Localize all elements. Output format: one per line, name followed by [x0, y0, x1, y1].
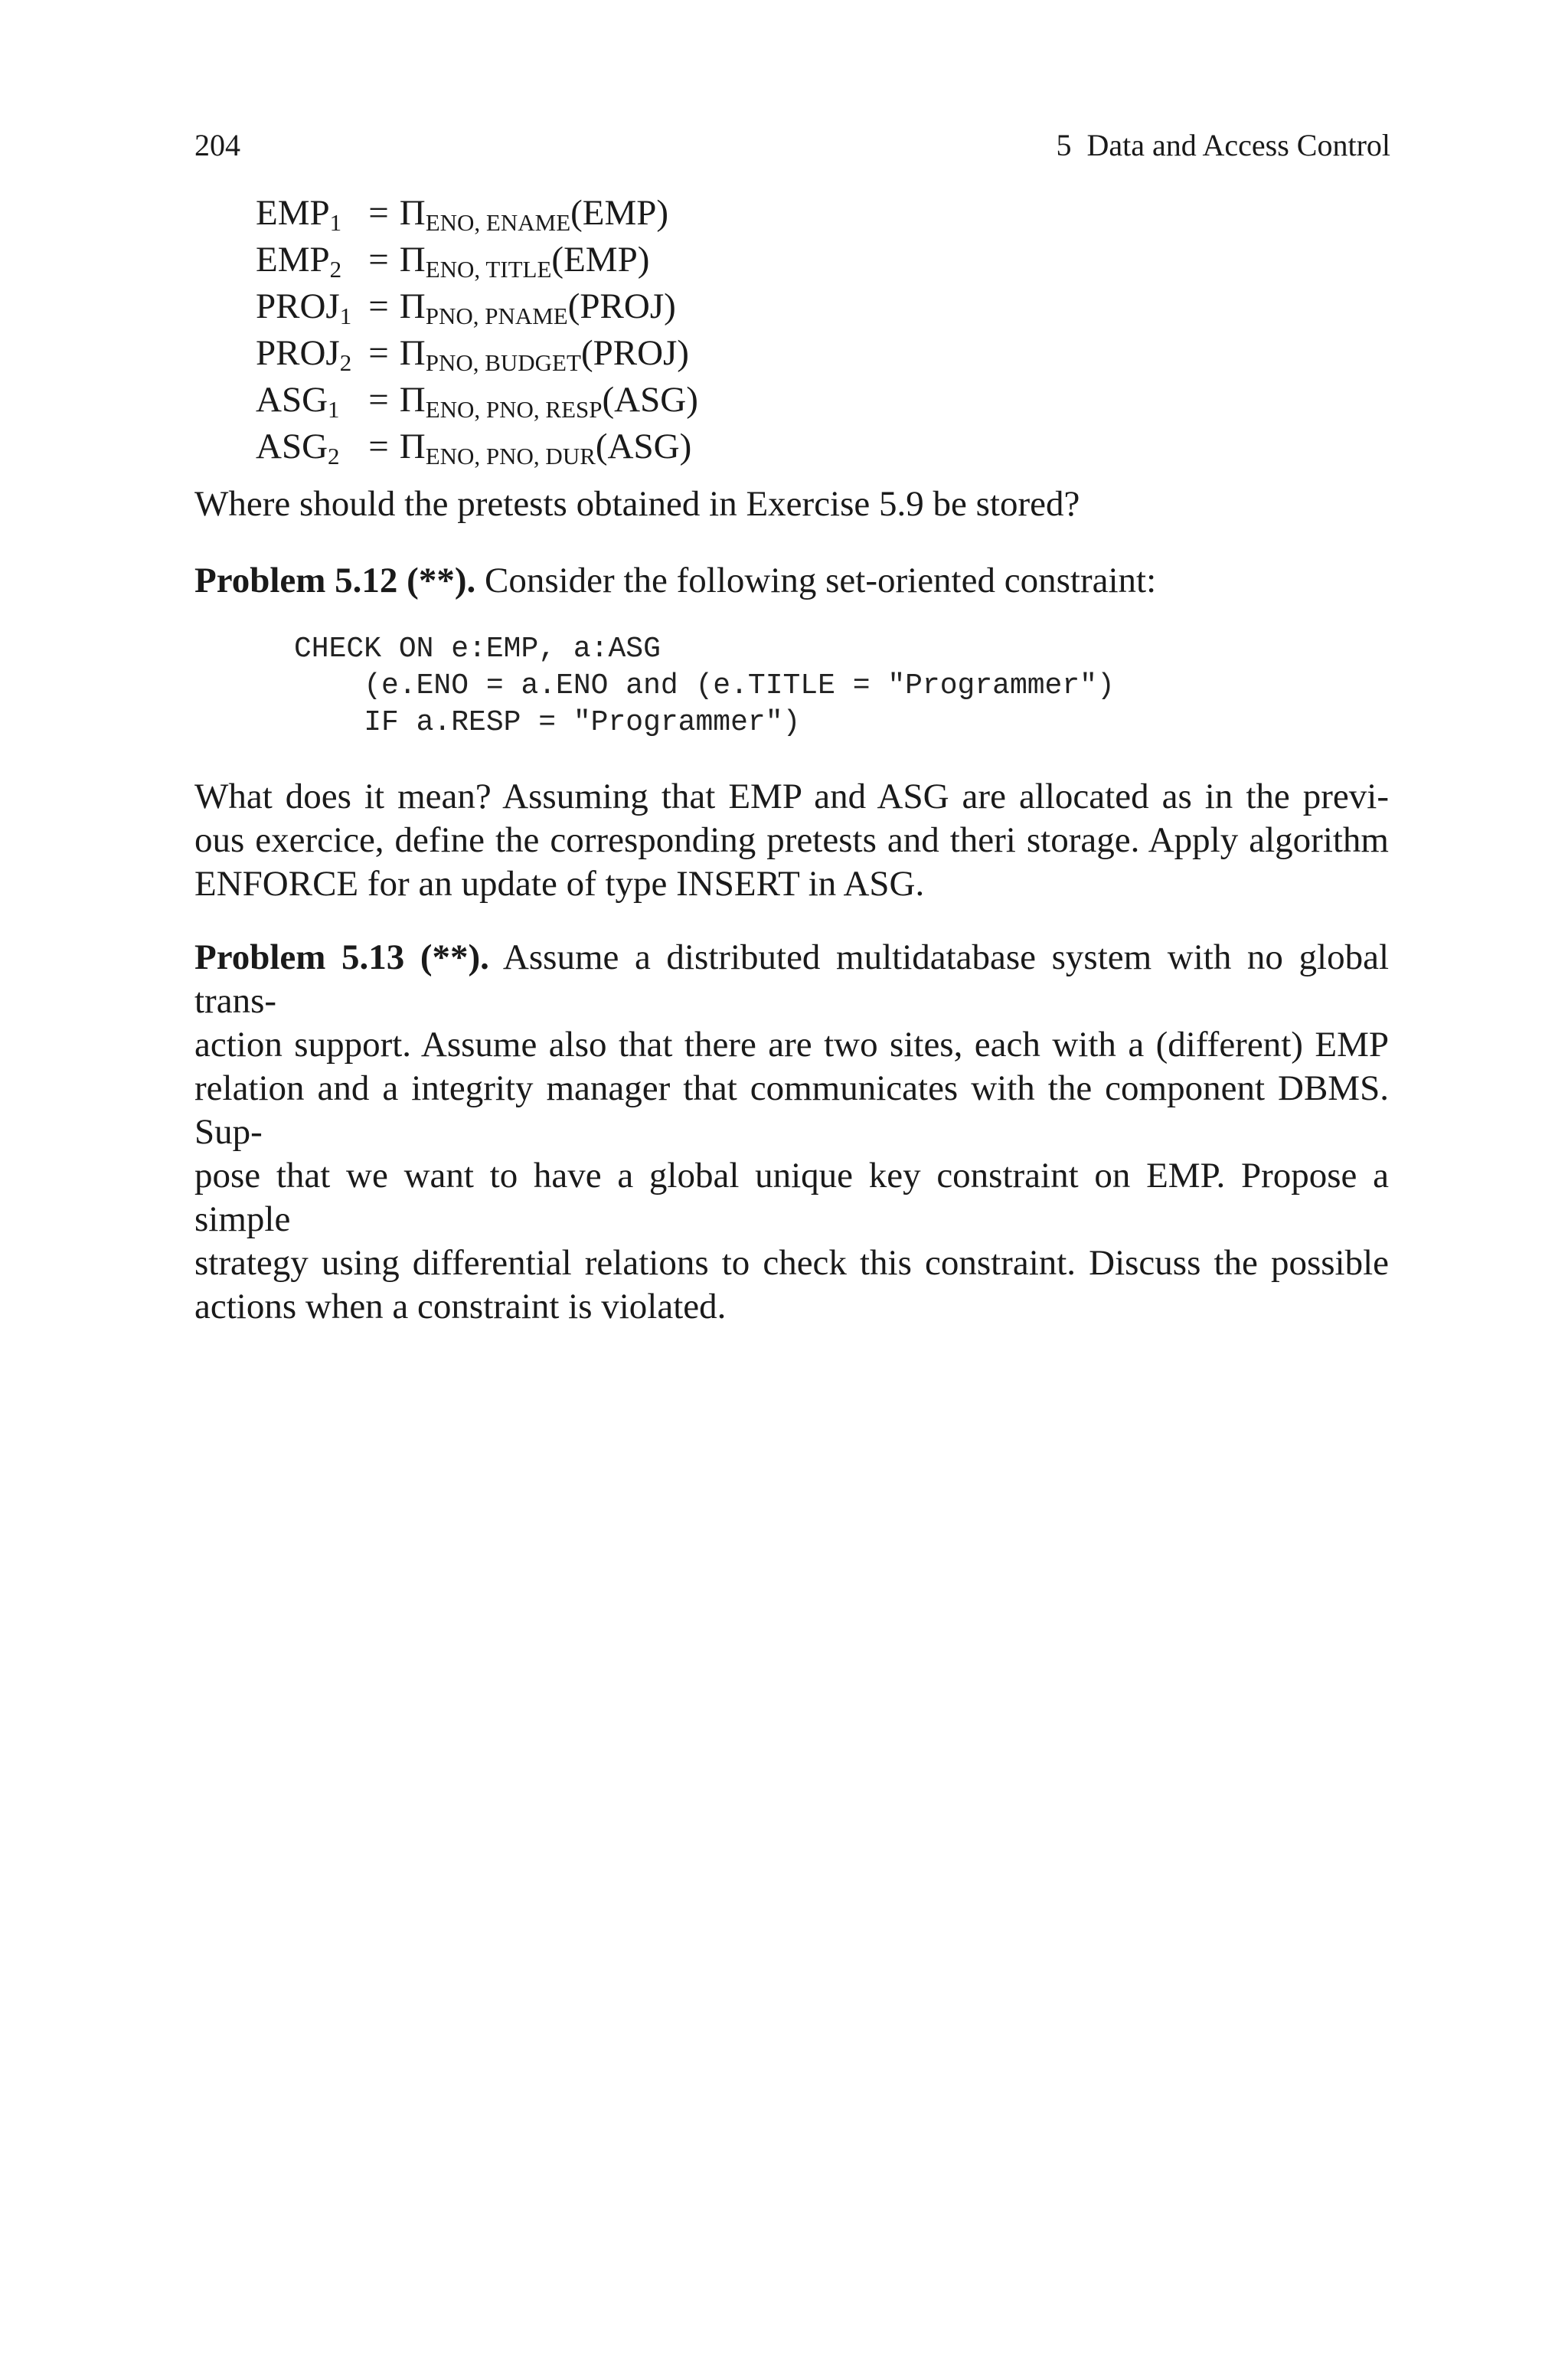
fragment-subscript: 2: [329, 256, 342, 283]
paragraph-line: relation and a integrity manager that communicates with the component DBMS. Sup-: [194, 1068, 1389, 1152]
source-relation: (EMP): [551, 240, 650, 280]
pretest-storage-question: Where should the pretests obtained in Exercise 5.9 be stored?: [194, 484, 1080, 524]
paragraph-line: ENFORCE for an update of type INSERT in ASG.: [194, 864, 925, 904]
problem-5-13: [194, 936, 1389, 1329]
paragraph-line: strategy using differential relations to check this constraint. Discuss the possible: [194, 1243, 1389, 1283]
paragraph-line: actions when a constraint is violated.: [194, 1287, 727, 1326]
paragraph-line: action support. Assume also that there are two sites, each with a (different) EMP: [194, 1025, 1389, 1065]
paragraph-line: ous exercice, define the corresponding pretests and theri storage. Apply algorithm: [194, 820, 1389, 860]
projection-attributes: ENO, PNO, RESP: [425, 396, 603, 423]
paragraph-line: [194, 936, 1389, 1023]
equals-sign: =: [368, 193, 389, 233]
paragraph-line: What does it mean? Assuming that EMP and ASG are allocated as in the previ-: [194, 777, 1389, 816]
fragment-subscript: 1: [339, 303, 352, 329]
problem-text: Assume a distributed multidatabase system with no global trans-: [194, 937, 1389, 1021]
projection-attributes: ENO, ENAME: [425, 209, 571, 236]
fragment-subscript: 1: [329, 209, 342, 236]
code-line: CHECK ON e:EMP, a:ASG: [294, 633, 661, 666]
projection-symbol: Π: [399, 333, 426, 373]
code-line: (e.ENO = a.ENO and (e.TITLE = "Programmer"): [294, 669, 1115, 702]
fragment-subscript: 2: [328, 443, 340, 469]
paragraph-line: pose that we want to have a global unique key constraint on EMP. Propose a simple: [194, 1156, 1389, 1239]
projection-attributes: ENO, PNO, DUR: [425, 443, 596, 469]
projection-symbol: Π: [399, 380, 426, 420]
fragment-name: EMP: [256, 193, 330, 233]
running-header: 5 Data and Access Control: [1056, 128, 1390, 162]
fragment-definitions: [256, 191, 698, 472]
equals-sign: =: [368, 333, 389, 373]
problem-5-12-intro: [194, 559, 1389, 603]
projection-symbol: Π: [399, 427, 426, 466]
projection-symbol: Π: [399, 286, 426, 326]
problem-5-12-question: [194, 775, 1389, 906]
source-relation: (PROJ): [580, 333, 689, 373]
projection-attributes: PNO, PNAME: [425, 303, 568, 329]
fragment-subscript: 1: [328, 396, 340, 423]
source-relation: (PROJ): [567, 286, 676, 326]
equals-sign: =: [368, 286, 389, 326]
fragment-row: [256, 285, 698, 332]
equals-sign: =: [368, 240, 389, 280]
fragment-row: [256, 191, 698, 238]
code-line: IF a.RESP = "Programmer"): [294, 706, 801, 739]
fragment-name: PROJ: [256, 333, 340, 373]
source-relation: (EMP): [570, 193, 669, 233]
projection-attributes: PNO, BUDGET: [425, 349, 581, 376]
fragment-name: PROJ: [256, 286, 340, 326]
fragment-row: [256, 425, 698, 472]
problem-text: Consider the following set-oriented constraint:: [475, 561, 1157, 600]
problem-label: Problem 5.13 (**).: [194, 937, 489, 977]
fragment-name: ASG: [256, 380, 328, 420]
projection-symbol: Π: [399, 193, 426, 233]
fragment-name: EMP: [256, 240, 330, 280]
equals-sign: =: [368, 427, 389, 466]
equals-sign: =: [368, 380, 389, 420]
page-number: 204: [194, 128, 240, 162]
constraint-code-block: [294, 631, 1115, 741]
projection-symbol: Π: [399, 240, 426, 280]
fragment-name: ASG: [256, 427, 328, 466]
fragment-row: [256, 238, 698, 285]
projection-attributes: ENO, TITLE: [425, 256, 552, 283]
fragment-subscript: 2: [339, 349, 352, 376]
fragment-row: [256, 378, 698, 425]
fragment-row: [256, 332, 698, 378]
problem-label: Problem 5.12 (**).: [194, 561, 476, 600]
source-relation: (ASG): [595, 427, 692, 466]
source-relation: (ASG): [602, 380, 698, 420]
